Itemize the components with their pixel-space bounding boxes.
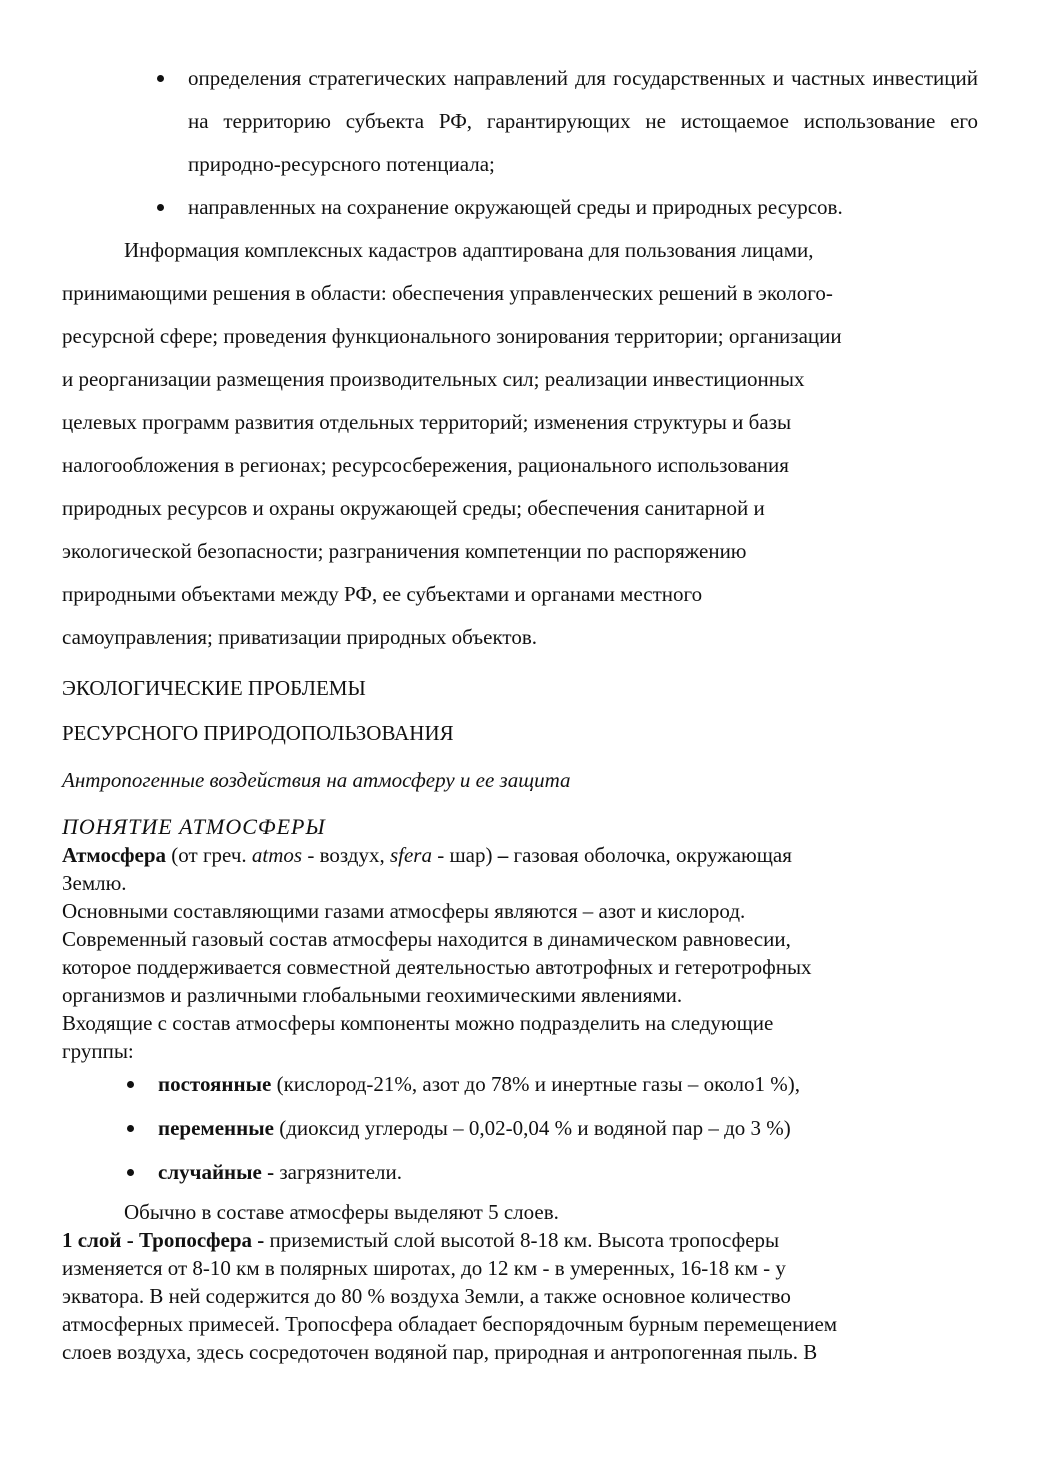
cadastre-info-paragraph bbox=[62, 229, 972, 659]
atmosphere-groups-list bbox=[158, 1066, 958, 1198]
definition-dash: – bbox=[497, 843, 509, 867]
body-line: которое поддерживается совместной деятельностью автотрофных и гетеротрофных bbox=[62, 955, 812, 979]
paragraph-line: принимающими решения в области: обеспечения управленческих решений в эколого- bbox=[62, 281, 833, 305]
definition-text: - шар) bbox=[431, 843, 498, 867]
definition-text: (от греч. bbox=[166, 843, 252, 867]
list-item bbox=[188, 186, 978, 229]
definition-term: Атмосфера bbox=[62, 843, 167, 867]
paragraph-line: ресурсной сфере; проведения функционального зонирования территории; организации bbox=[62, 324, 842, 348]
list-item bbox=[158, 1066, 958, 1110]
definition-line: Землю. bbox=[62, 871, 127, 895]
layer-term: 1 слой - Тропосфера - bbox=[62, 1228, 265, 1252]
layers-section bbox=[62, 1198, 967, 1366]
layer-line: экватора. В ней содержится до 80 % воздуха Земли, а также основное количество bbox=[62, 1284, 791, 1308]
group-text: загрязнители. bbox=[274, 1160, 402, 1184]
layer-text: приземистый слой высотой 8-18 км. Высота тропосферы bbox=[264, 1228, 780, 1252]
group-term: постоянные bbox=[158, 1072, 272, 1096]
group-text: (кислород-21%, азот до 78% и инертные газы – около1 %), bbox=[271, 1072, 800, 1096]
body-line: Входящие с состав атмосферы компоненты можно подразделить на следующие bbox=[62, 1011, 774, 1035]
group-term: переменные bbox=[158, 1116, 274, 1140]
bullet-icon bbox=[127, 1125, 134, 1132]
layer-line bbox=[62, 1226, 967, 1254]
paragraph-line: целевых программ развития отдельных территорий; изменения структуры и базы bbox=[62, 410, 792, 434]
bullet-icon bbox=[127, 1169, 134, 1176]
layer-line: атмосферных примесей. Тропосфера обладает беспорядочным бурным перемещением bbox=[62, 1312, 838, 1336]
bullet-icon bbox=[127, 1081, 134, 1088]
paragraph-line: Информация комплексных кадастров адаптирована для пользования лицами, bbox=[124, 238, 814, 262]
layer-line: изменяется от 8-10 км в полярных широтах, до 12 км - в умеренных, 16-18 км - у bbox=[62, 1256, 786, 1280]
definition-greek-word: sfera bbox=[389, 843, 432, 867]
group-text: (диоксид углероды – 0,02-0,04 % и водяной пар – до 3 %) bbox=[273, 1116, 791, 1140]
body-line: группы: bbox=[62, 1039, 134, 1063]
section-title: ПОНЯТИЕ АТМОСФЕРЫ bbox=[62, 814, 326, 839]
list-item-text: определения стратегических направлений для государственных и частных инвестиций на территорию субъекта РФ, гарантирующих не истощаемое использование его природно-ресурсного потенциала; bbox=[188, 66, 978, 176]
atmosphere-section bbox=[62, 813, 967, 1065]
list-item bbox=[158, 1154, 958, 1198]
definition-text: - воздух, bbox=[302, 843, 390, 867]
paragraph-line: и реорганизации размещения производительных сил; реализации инвестиционных bbox=[62, 367, 805, 391]
definition-line bbox=[62, 841, 967, 869]
paragraph-line: налогообложения в регионах; ресурсосбережения, рационального использования bbox=[62, 453, 789, 477]
paragraph-line: экологической безопасности; разграничения компетенции по распоряжению bbox=[62, 539, 747, 563]
paragraph-line: природными объектами между РФ, ее субъектами и органами местного bbox=[62, 582, 703, 606]
chapter-heading-line-2: РЕСУРСНОГО ПРИРОДОПОЛЬЗОВАНИЯ bbox=[62, 721, 454, 745]
paragraph-line: самоуправления; приватизации природных объектов. bbox=[62, 625, 537, 649]
definition-greek-word: atmos bbox=[251, 843, 303, 867]
chapter-heading-line-1: ЭКОЛОГИЧЕСКИЕ ПРОБЛЕМЫ bbox=[62, 676, 366, 700]
list-item bbox=[158, 1110, 958, 1154]
definition-text: газовая оболочка, окружающая bbox=[508, 843, 792, 867]
paragraph-line: природных ресурсов и охраны окружающей среды; обеспечения санитарной и bbox=[62, 496, 765, 520]
chapter-subheading: Антропогенные воздействия на атмосферу и ее защита bbox=[62, 768, 571, 792]
body-line: организмов и различными глобальными геохимическими явлениями. bbox=[62, 983, 683, 1007]
cadastre-purpose-list bbox=[188, 57, 978, 229]
bullet-icon bbox=[157, 204, 164, 211]
list-item-text: направленных на сохранение окружающей среды и природных ресурсов. bbox=[188, 195, 843, 219]
body-line: Основными составляющими газами атмосферы являются – азот и кислород. bbox=[62, 899, 746, 923]
bullet-icon bbox=[157, 75, 164, 82]
group-term: случайные - bbox=[158, 1160, 275, 1184]
layer-line: слоев воздуха, здесь сосредоточен водяной пар, природная и антропогенная пыль. В bbox=[62, 1340, 818, 1364]
list-item bbox=[188, 57, 978, 186]
layers-intro: Обычно в составе атмосферы выделяют 5 слоев. bbox=[124, 1200, 559, 1224]
body-line: Современный газовый состав атмосферы находится в динамическом равновесии, bbox=[62, 927, 791, 951]
